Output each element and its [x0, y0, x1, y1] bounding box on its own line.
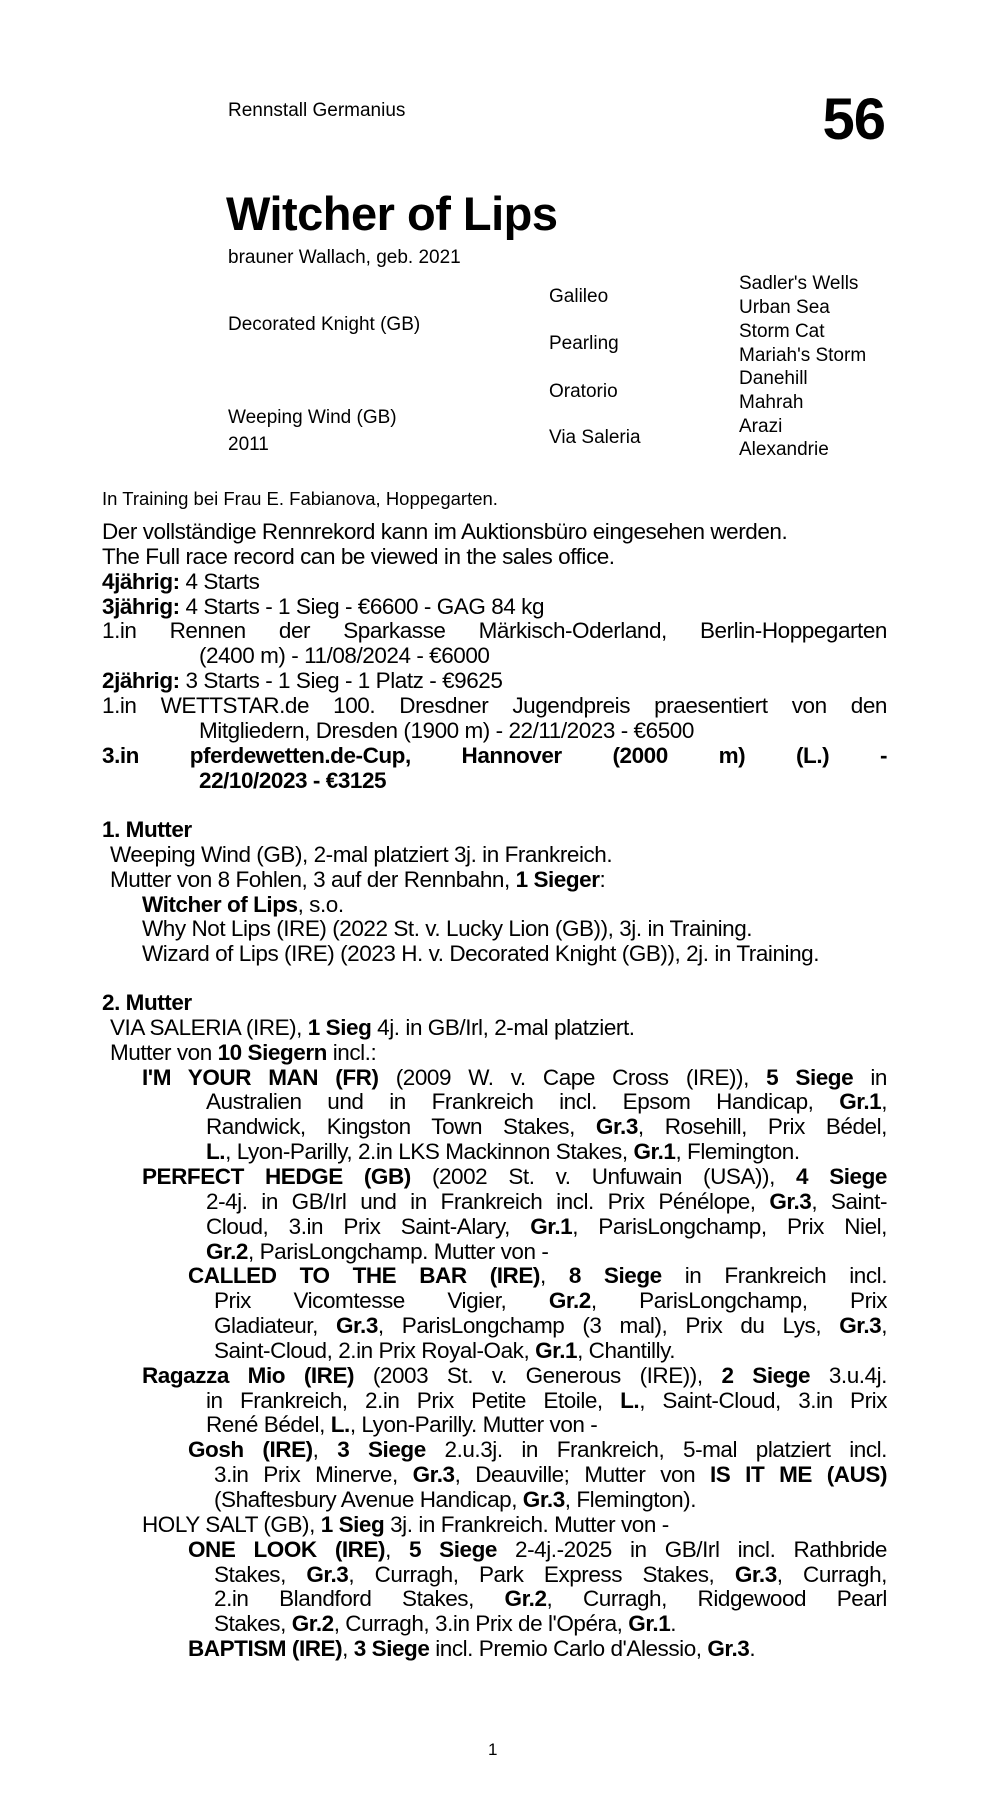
bold-text: Ragazza Mio (IRE) [142, 1362, 355, 1388]
text: The Full race record can be viewed in the sales office. [102, 543, 615, 569]
text-line [206, 1388, 887, 1413]
horse-name: Witcher of Lips [226, 187, 558, 240]
text: , Curragh, 3.in Prix de l'Opéra, [333, 1611, 629, 1637]
text: in Frankreich, 2.in Prix Petite Etoile, [206, 1387, 621, 1413]
bold-text: 1 Sieg [320, 1511, 385, 1537]
text-line [110, 867, 605, 892]
bold-text: Gr.2 [291, 1611, 334, 1637]
bold-text: I'M YOUR MAN (FR) [142, 1064, 379, 1090]
text-line [188, 1636, 755, 1661]
text-line [102, 693, 887, 718]
text: VIA SALERIA (IRE), [110, 1014, 308, 1040]
bold-text: Gr.3 [335, 1313, 378, 1339]
bold-text: 5 Siege [408, 1536, 497, 1562]
pedigree-great-grandparent: Mahrah [739, 392, 804, 413]
bold-text: Gr.1 [633, 1139, 676, 1165]
text: , Lyon-Parilly, 2.in LKS Mackinnon Stakes, [225, 1139, 634, 1165]
pedigree-great-grandparent: Arazi [739, 416, 783, 437]
horse-description: brauner Wallach, geb. 2021 [228, 247, 461, 268]
text: , [385, 1536, 409, 1562]
bold-text: 4jährig: [102, 568, 180, 594]
bold-text: Gr.3 [769, 1188, 812, 1214]
text: 2.in Blandford Stakes, [214, 1586, 505, 1612]
text: , ParisLongchamp, Prix Niel, [572, 1213, 887, 1239]
text: (2400 m) - 11/08/2024 - €6000 [199, 643, 490, 669]
text: 4j. in GB/Irl, 2-mal platziert. [371, 1014, 635, 1040]
text: René Bédel, [206, 1412, 331, 1438]
text: Saint-Cloud, 2.in Prix Royal-Oak, [214, 1337, 536, 1363]
lot-number: 56 [822, 87, 885, 152]
text: 3.in Prix Minerve, [214, 1462, 413, 1488]
text: 2-4j. in GB/Irl und in Frankreich incl. Prix Pénélope, [206, 1188, 770, 1214]
text-line [102, 544, 615, 569]
bold-text: 22/10/2023 - €3125 [199, 767, 387, 793]
text-line [206, 1214, 887, 1239]
pedigree-sire: Decorated Knight (GB) [228, 314, 421, 335]
text-line [102, 743, 887, 768]
bold-text: PERFECT HEDGE (GB) [142, 1163, 411, 1189]
text: , Saint-Cloud, 3.in Prix [639, 1387, 887, 1413]
text-line [199, 718, 694, 743]
text-line [102, 668, 502, 693]
text-line [199, 643, 489, 668]
bold-text: Gr.3 [839, 1313, 882, 1339]
text: , Curragh, [776, 1561, 887, 1587]
text: in Frankreich incl. [661, 1263, 887, 1289]
pedigree-dam-year: 2011 [228, 434, 269, 455]
bold-text: 3 Siege [337, 1437, 426, 1463]
text-line [206, 1089, 887, 1114]
text-line [142, 916, 752, 941]
text: Cloud, 3.in Prix Saint-Alary, [206, 1213, 531, 1239]
text-line [206, 1189, 887, 1214]
text-line [110, 1040, 376, 1065]
stable-name: Rennstall Germanius [228, 100, 406, 121]
text: , [312, 1437, 338, 1463]
text: : [599, 866, 606, 892]
bold-text: Gr.3 [734, 1561, 777, 1587]
bold-text: Gr.3 [707, 1636, 750, 1662]
text: , Saint- [811, 1188, 887, 1214]
training-info: In Training bei Frau E. Fabianova, Hoppegarten. [102, 488, 498, 509]
bold-text: Gr.1 [535, 1337, 578, 1363]
pedigree-grandparent: Via Saleria [549, 427, 641, 448]
text: 4 Starts - 1 Sieg - €6600 - GAG 84 kg [179, 593, 545, 619]
bold-text: 4 Siege [796, 1163, 887, 1189]
page-number: 1 [488, 1740, 498, 1759]
pedigree-great-grandparent: Storm Cat [739, 321, 825, 342]
text: , ParisLongchamp (3 mal), Prix du Lys, [377, 1313, 840, 1339]
bold-text: Gr.2 [504, 1586, 547, 1612]
pedigree-great-grandparent: Danehill [739, 368, 808, 389]
text-line [142, 1512, 669, 1537]
text-line [102, 990, 192, 1015]
text: 1.in Rennen der Sparkasse Märkisch-Oderland, Berlin-Hoppegarten [102, 618, 887, 644]
bold-text: Gr.3 [412, 1462, 455, 1488]
text: , Flemington). [564, 1487, 697, 1512]
text-line [214, 1338, 675, 1363]
text: , Curragh, Park Express Stakes, [348, 1561, 735, 1587]
text-line [142, 1065, 887, 1090]
bold-text: 1. Mutter [102, 817, 192, 842]
text-line [214, 1313, 887, 1338]
text: (2002 St. v. Unfuwain (USA)), [410, 1163, 796, 1189]
text: Australien und in Frankreich incl. Epsom Handicap, [206, 1089, 840, 1115]
text: in [853, 1064, 887, 1090]
text: HOLY SALT (GB), [142, 1511, 321, 1537]
text: (2003 St. v. Generous (IRE)), [354, 1362, 722, 1388]
text: , ParisLongchamp. Mutter von - [247, 1238, 549, 1264]
bold-text: Gr.3 [522, 1487, 565, 1512]
text: incl. Premio Carlo d'Alessio, [429, 1636, 708, 1662]
text-line [214, 1487, 696, 1512]
text-line [214, 1586, 887, 1611]
bold-text: IS IT ME (AUS) [709, 1462, 887, 1488]
text: 3j. in Frankreich. Mutter von - [384, 1511, 669, 1537]
bold-text: ONE LOOK (IRE) [188, 1536, 386, 1562]
text: , [881, 1089, 887, 1115]
pedigree-great-grandparent: Alexandrie [739, 439, 829, 460]
text: 2.u.3j. in Frankreich, 5-mal platziert incl. [425, 1437, 887, 1463]
text: Randwick, Kingston Town Stakes, [206, 1114, 596, 1140]
text-line [206, 1114, 887, 1139]
text: , Lyon-Parilly. Mutter von - [349, 1412, 598, 1438]
text-line [142, 941, 819, 966]
pedigree-dam: Weeping Wind (GB) [228, 407, 397, 428]
text: 2-4j.-2025 in GB/Irl incl. Rathbride [496, 1536, 887, 1562]
text: (2009 W. v. Cape Cross (IRE)), [378, 1064, 767, 1090]
text-line [110, 842, 612, 867]
text: Stakes, [214, 1561, 307, 1587]
text-line [188, 1437, 887, 1462]
text: , [539, 1263, 569, 1289]
text-line [214, 1562, 887, 1587]
text: , Curragh, Ridgewood Pearl [546, 1586, 887, 1612]
bold-text: CALLED TO THE BAR (IRE) [188, 1263, 540, 1289]
bold-text: L. [330, 1412, 350, 1438]
bold-text: Gr.1 [839, 1089, 882, 1115]
bold-text: 2 Siege [721, 1362, 811, 1388]
text: 3.u.4j. [810, 1362, 887, 1388]
text-line [214, 1288, 887, 1313]
text-line [102, 519, 787, 544]
text-line [142, 1164, 887, 1189]
pedigree-grandparent: Galileo [549, 286, 609, 307]
bold-text: 1 Sieg [307, 1014, 372, 1040]
bold-text: BAPTISM (IRE) [188, 1636, 343, 1662]
bold-text: 8 Siege [568, 1263, 662, 1289]
text: incl.: [326, 1039, 377, 1065]
text-line [188, 1263, 887, 1288]
text: Mutter von 8 Fohlen, 3 auf der Rennbahn, [110, 866, 516, 892]
text: , [881, 1313, 887, 1339]
text-line [206, 1239, 548, 1264]
text-line [214, 1611, 676, 1636]
text: Der vollständige Rennrekord kann im Auktionsbüro eingesehen werden. [102, 519, 788, 544]
text: , Rosehill, Prix Bédel, [637, 1114, 887, 1140]
pedigree-great-grandparent: Mariah's Storm [739, 345, 867, 366]
text: , Chantilly. [577, 1337, 676, 1363]
text: , Flemington. [675, 1139, 800, 1165]
text: . [749, 1636, 756, 1662]
text: Mitgliedern, Dresden (1900 m) - 22/11/2023 - €6500 [199, 717, 694, 743]
bold-text: L. [620, 1387, 640, 1413]
bold-text: L. [206, 1139, 226, 1165]
bold-text: Gr.1 [628, 1611, 671, 1637]
bold-text: Gr.2 [206, 1238, 248, 1264]
text-line [142, 1363, 887, 1388]
text-line [214, 1462, 887, 1487]
text: Prix Vicomtesse Vigier, [214, 1288, 549, 1314]
text: Mutter von [110, 1039, 218, 1065]
text: , s.o. [297, 891, 344, 917]
text-line [102, 594, 544, 619]
text: Gladiateur, [214, 1313, 336, 1339]
text: . [670, 1611, 677, 1637]
pedigree-grandparent: Oratorio [549, 381, 618, 402]
text: Stakes, [214, 1611, 292, 1637]
text-line [102, 618, 887, 643]
text: 3 Starts - 1 Sieg - 1 Platz - €9625 [179, 668, 503, 694]
bold-text: Gr.3 [306, 1561, 349, 1587]
bold-text: Witcher of Lips [142, 891, 298, 917]
text-line [206, 1412, 597, 1437]
text: , [342, 1636, 354, 1662]
bold-text: 10 Siegern [217, 1039, 327, 1065]
bold-text: Gr.3 [595, 1114, 638, 1140]
text: Wizard of Lips (IRE) (2023 H. v. Decorated Knight (GB)), 2j. in Training. [142, 941, 819, 967]
text: 4 Starts [179, 568, 260, 594]
bold-text: 1 Sieger [515, 866, 600, 892]
bold-text: Gr.2 [548, 1288, 591, 1314]
text-line [110, 1015, 635, 1040]
pedigree-great-grandparent: Sadler's Wells [739, 273, 859, 294]
text: , ParisLongchamp, Prix [590, 1288, 887, 1314]
text-line [142, 892, 344, 917]
bold-text: Gosh (IRE) [188, 1437, 313, 1463]
text: , Deauville; Mutter von [454, 1462, 710, 1488]
bold-text: 2jährig: [102, 668, 180, 694]
text-line [102, 817, 192, 842]
bold-text: 5 Siege [766, 1064, 854, 1090]
text-line [102, 569, 259, 594]
text-line [199, 768, 386, 793]
bold-text: 2. Mutter [102, 990, 192, 1015]
text-line [206, 1139, 800, 1164]
text: (Shaftesbury Avenue Handicap, [214, 1487, 523, 1512]
bold-text: Gr.1 [530, 1213, 573, 1239]
bold-text: 3 Siege [353, 1636, 430, 1662]
text: Weeping Wind (GB), 2-mal platziert 3j. in Frankreich. [110, 841, 613, 867]
text-line [188, 1537, 887, 1562]
bold-text: 3.in pferdewetten.de-Cup, Hannover (2000 m) (L.) - [102, 742, 887, 768]
bold-text: 3jährig: [102, 593, 180, 619]
text: Why Not Lips (IRE) (2022 St. v. Lucky Lion (GB)), 3j. in Training. [142, 916, 753, 942]
text: 1.in WETTSTAR.de 100. Dresdner Jugendpreis praesentiert von den [102, 692, 887, 718]
pedigree-grandparent: Pearling [549, 333, 619, 354]
pedigree-great-grandparent: Urban Sea [739, 297, 830, 318]
